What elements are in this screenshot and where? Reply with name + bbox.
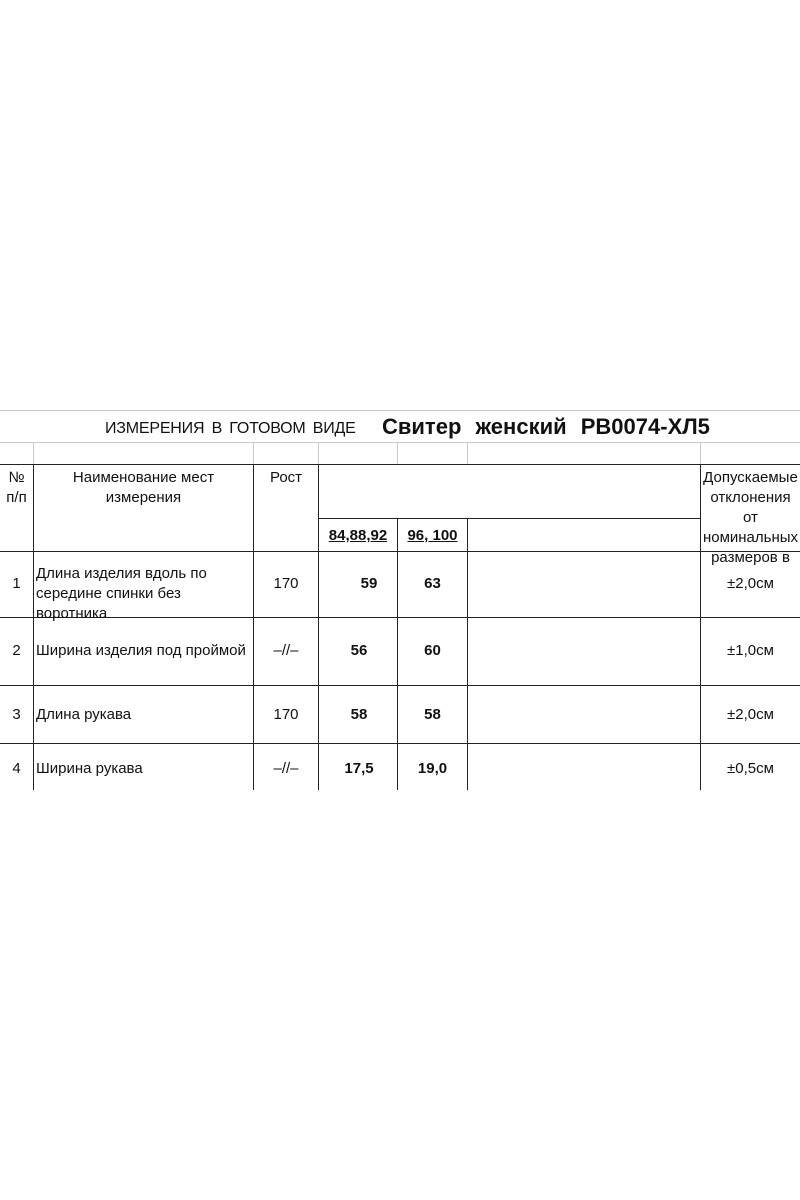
row-1-tolerance: ±2,0см (727, 575, 774, 592)
row-2-size-1: 56 (350, 642, 368, 659)
row-border (0, 685, 800, 686)
measurement-sheet (0, 410, 800, 790)
col-border (253, 464, 254, 790)
header-size-1: 84,88,92 (328, 527, 388, 544)
row-1-name: Длина изделия вдоль по середине спинки без воротника (36, 565, 207, 622)
grid-line (0, 410, 800, 411)
grid-line (318, 442, 319, 464)
row-2-name: Ширина изделия под проймой (36, 642, 246, 659)
row-4-size-2: 19,0 (417, 760, 448, 777)
header-tolerance: Допускаемые отклонения от номинальных размеров в (702, 469, 799, 566)
grid-line (33, 442, 34, 464)
header-num: № п/п (6, 469, 27, 506)
row-3-size-2: 58 (424, 706, 441, 723)
row-3-name: Длина рукава (36, 706, 132, 723)
table-top-border (0, 464, 800, 465)
row-border (0, 743, 800, 744)
row-4-size-1: 17,5 (344, 760, 374, 777)
row-4-height: –//– (273, 760, 299, 777)
row-2-size-2: 60 (424, 642, 441, 659)
sheet-title-left: ИЗМЕРЕНИЯ В ГОТОВОМ ВИДЕ (105, 420, 356, 437)
row-2-tolerance: ±1,0см (727, 642, 774, 659)
row-4-num: 4 (12, 760, 21, 777)
header-name: Наименование мест измерения (72, 469, 215, 506)
row-3-tolerance: ±2,0см (727, 706, 774, 723)
grid-line (0, 442, 800, 443)
grid-line (467, 442, 468, 464)
header-bottom-border (0, 551, 800, 552)
row-4-tolerance: ±0,5см (727, 760, 774, 777)
row-1-size-2: 63 (424, 575, 441, 592)
row-2-num: 2 (12, 642, 21, 659)
row-1-num: 1 (12, 575, 21, 592)
header-height: Рост (269, 469, 303, 486)
row-1-size-1: 59 (360, 575, 378, 592)
grid-line (253, 442, 254, 464)
row-3-height: 170 (273, 706, 299, 723)
col-border (467, 518, 468, 790)
grid-line (700, 442, 701, 464)
header-size-2: 96, 100 (407, 527, 458, 544)
col-border (318, 464, 319, 790)
row-4-name: Ширина рукава (36, 760, 143, 777)
grid-line (397, 442, 398, 464)
sheet-title-right: Свитер женский РВ0074-ХЛ5 (382, 414, 710, 439)
row-3-num: 3 (12, 706, 21, 723)
size-header-divider (318, 518, 700, 519)
col-border (33, 464, 34, 790)
row-3-size-1: 58 (350, 706, 368, 723)
row-1-height: 170 (273, 575, 299, 592)
row-2-height: –//– (273, 642, 299, 659)
